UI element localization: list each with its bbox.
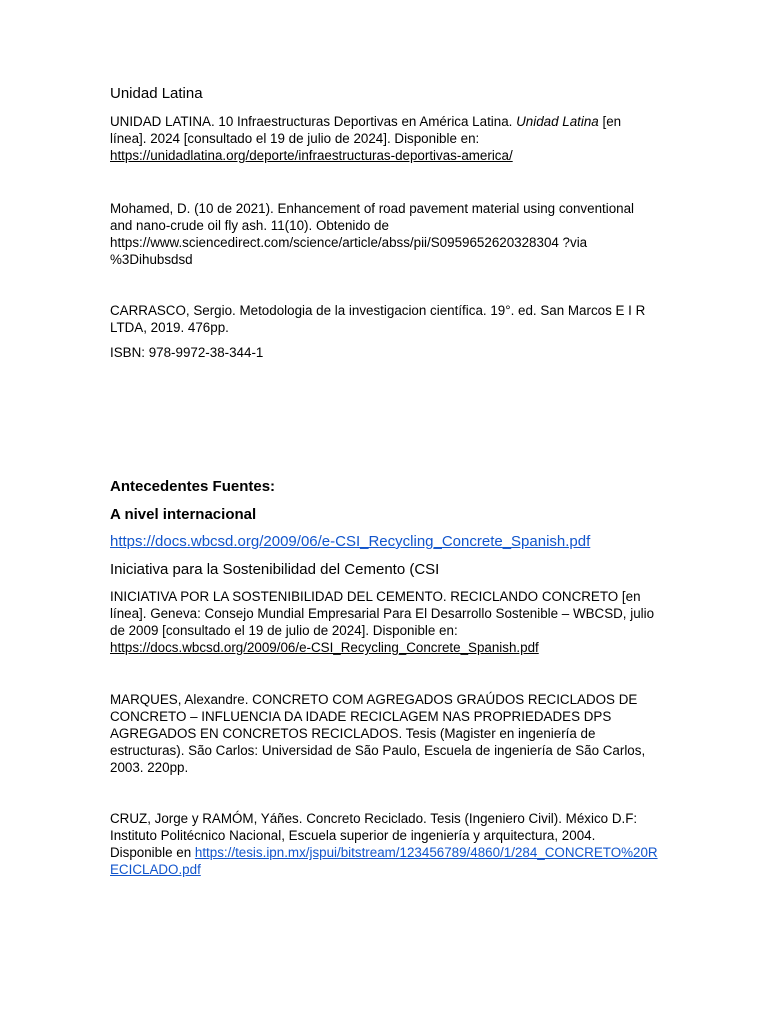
citation-csi xyxy=(110,588,658,656)
link-wbcsd-text[interactable]: https://docs.wbcsd.org/2009/06/e-CSI_Recycling_Concrete_Spanish.pdf xyxy=(110,533,591,550)
heading-unidad-latina: Unidad Latina xyxy=(110,85,203,102)
isbn-carrasco: ISBN: 978-9972-38-344-1 xyxy=(110,345,264,360)
citation-text: UNIDAD LATINA. 10 Infraestructuras Deportivas en América Latina. xyxy=(110,114,517,129)
heading-csi: Iniciativa para la Sostenibilidad del Cemento (CSI xyxy=(110,561,440,578)
link-tesis-ipn[interactable]: https://tesis.ipn.mx/jspui/bitstream/123456789/4860/1/284_CONCRETO%20RECICLADO.pdf xyxy=(110,845,658,877)
citation-marques: MARQUES, Alexandre. CONCRETO COM AGREGADOS GRAÚDOS RECICLADOS DE CONCRETO – INFLUENCIA DA IDADE RECICLAGEM NAS PROPRIEDADES DPS AGREGADOS EN CONCRETOS RECICLADOS. Tesis (Magister en ingeniería de estructuras). São Carlos: Universidad de São Paulo, Escuela de ingeniería de São Carlos, 2003. 220pp. xyxy=(110,692,646,775)
link-wbcsd[interactable] xyxy=(110,533,658,551)
citation-unidad-latina xyxy=(110,113,658,164)
citation-mohamed: Mohamed, D. (10 de 2021). Enhancement of road pavement material using conventional and nano-crude oil fly ash. 11(10). Obtenido de https://www.sciencedirect.com/science/article/abss/pii/S0959652620328304 ?via %3Dihubsdsd xyxy=(110,201,635,267)
citation-text: CRUZ, Jorge y RAMÓM, Yáñes. Concreto Reciclado. Tesis (Ingeniero Civil). México D.F: Instituto Politécnico Nacional, Escuela superior de ingeniería y arquitectura, 2004. Disponible en xyxy=(110,811,638,860)
citation-italic-title: Unidad Latina xyxy=(516,114,599,129)
link-csi[interactable]: https://docs.wbcsd.org/2009/06/e-CSI_Recycling_Concrete_Spanish.pdf xyxy=(110,640,539,655)
link-unidad-latina[interactable]: https://unidadlatina.org/deporte/infraestructuras-deportivas-america/ xyxy=(110,148,513,163)
citation-text: [en línea]. 2024 [consultado el 19 de julio de 2024]. Disponible en: xyxy=(110,114,622,146)
heading-internacional: A nivel internacional xyxy=(110,506,257,523)
citation-text: INICIATIVA POR LA SOSTENIBILIDAD DEL CEMENTO. RECICLANDO CONCRETO [en línea]. Geneva: Consejo Mundial Empresarial Para El Desarrollo Sostenible – WBCSD, julio de 2009 [consultado el 19 de julio de 2024]. Disponible en: xyxy=(110,589,655,638)
citation-cruz xyxy=(110,810,658,878)
citation-carrasco: CARRASCO, Sergio. Metodologia de la investigacion científica. 19°. ed. San Marcos E I R LTDA, 2019. 476pp. xyxy=(110,303,646,335)
heading-antecedentes: Antecedentes Fuentes: xyxy=(110,478,276,495)
